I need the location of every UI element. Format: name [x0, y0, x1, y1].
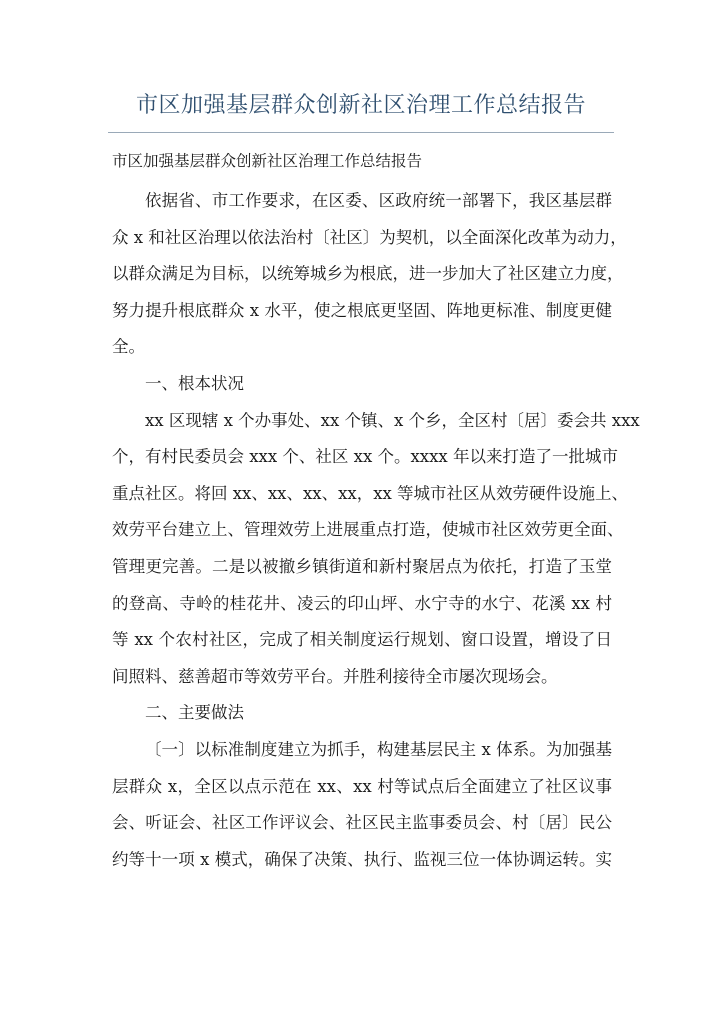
section1-line: 等 xx 个农村社区，完成了相关制度运行规划、窗口设置，增设了日: [112, 630, 612, 650]
section-heading-main-practices: 二、主要做法: [145, 703, 244, 723]
section1-line: 管理更完善。二是以被撤乡镇街道和新村聚居点为依托，打造了玉堂: [112, 556, 612, 576]
intro-line: 努力提升根底群众 x 水平，使之根底更坚固、阵地更标准、制度更健: [112, 300, 612, 320]
section1-line: xx 区现辖 x 个办事处、xx 个镇、x 个乡，全区村〔居〕委会共 xxx: [145, 410, 640, 430]
section2-paragraph: [112, 732, 612, 878]
section2-line: 约等十一项 x 模式，确保了决策、执行、监视三位一体协调运转。实: [112, 849, 612, 869]
intro-line: 众 x 和社区治理以依法治村〔社区〕为契机，以全面深化改革为动力，: [112, 227, 627, 247]
section1-line: 的登高、寺岭的桂花井、凌云的印山坪、水宁寺的水宁、花溪 xx 村: [112, 593, 612, 613]
section-heading-basic-situation: 一、根本状况: [145, 373, 244, 393]
intro-line: 依据省、市工作要求，在区委、区政府统一部署下，我区基层群: [145, 191, 612, 210]
section2-line: 会、听证会、社区工作评议会、社区民主监事委员会、村〔居〕民公: [112, 813, 612, 833]
page-header: [108, 88, 614, 133]
section1-line: 重点社区。将回 xx、xx、xx、xx，xx 等城市社区从效劳硬件设施上、: [112, 483, 629, 503]
header-title: 市区加强基层群众创新社区治理工作总结报告: [135, 93, 586, 118]
section1-line: 效劳平台建立上、管理效劳上进展重点打造，使城市社区效劳更全面、: [112, 520, 624, 540]
section2-line: 〔一〕以标准制度建立为抓手，构建基层民主 x 体系。为加强基: [145, 739, 612, 759]
section1-line: 个，有村民委员会 xxx 个、社区 xx 个。xxxx 年以来打造了一批城市: [112, 447, 618, 467]
section2-line: 层群众 x，全区以点示范在 xx、xx 村等试点后全面建立了社区议事: [112, 776, 612, 796]
section1-line: 间照料、慈善超市等效劳平台。并胜利接待全市屡次现场会。: [112, 666, 558, 686]
document-body: [112, 150, 640, 878]
intro-line: 以群众满足为目标，以统筹城乡为根底，进一步加大了社区建立力度，: [112, 264, 624, 284]
document-subtitle: 市区加强基层群众创新社区治理工作总结报告: [112, 152, 423, 170]
intro-paragraph: [112, 183, 627, 366]
intro-line: 全。: [112, 337, 145, 357]
section1-paragraph: [112, 403, 640, 696]
